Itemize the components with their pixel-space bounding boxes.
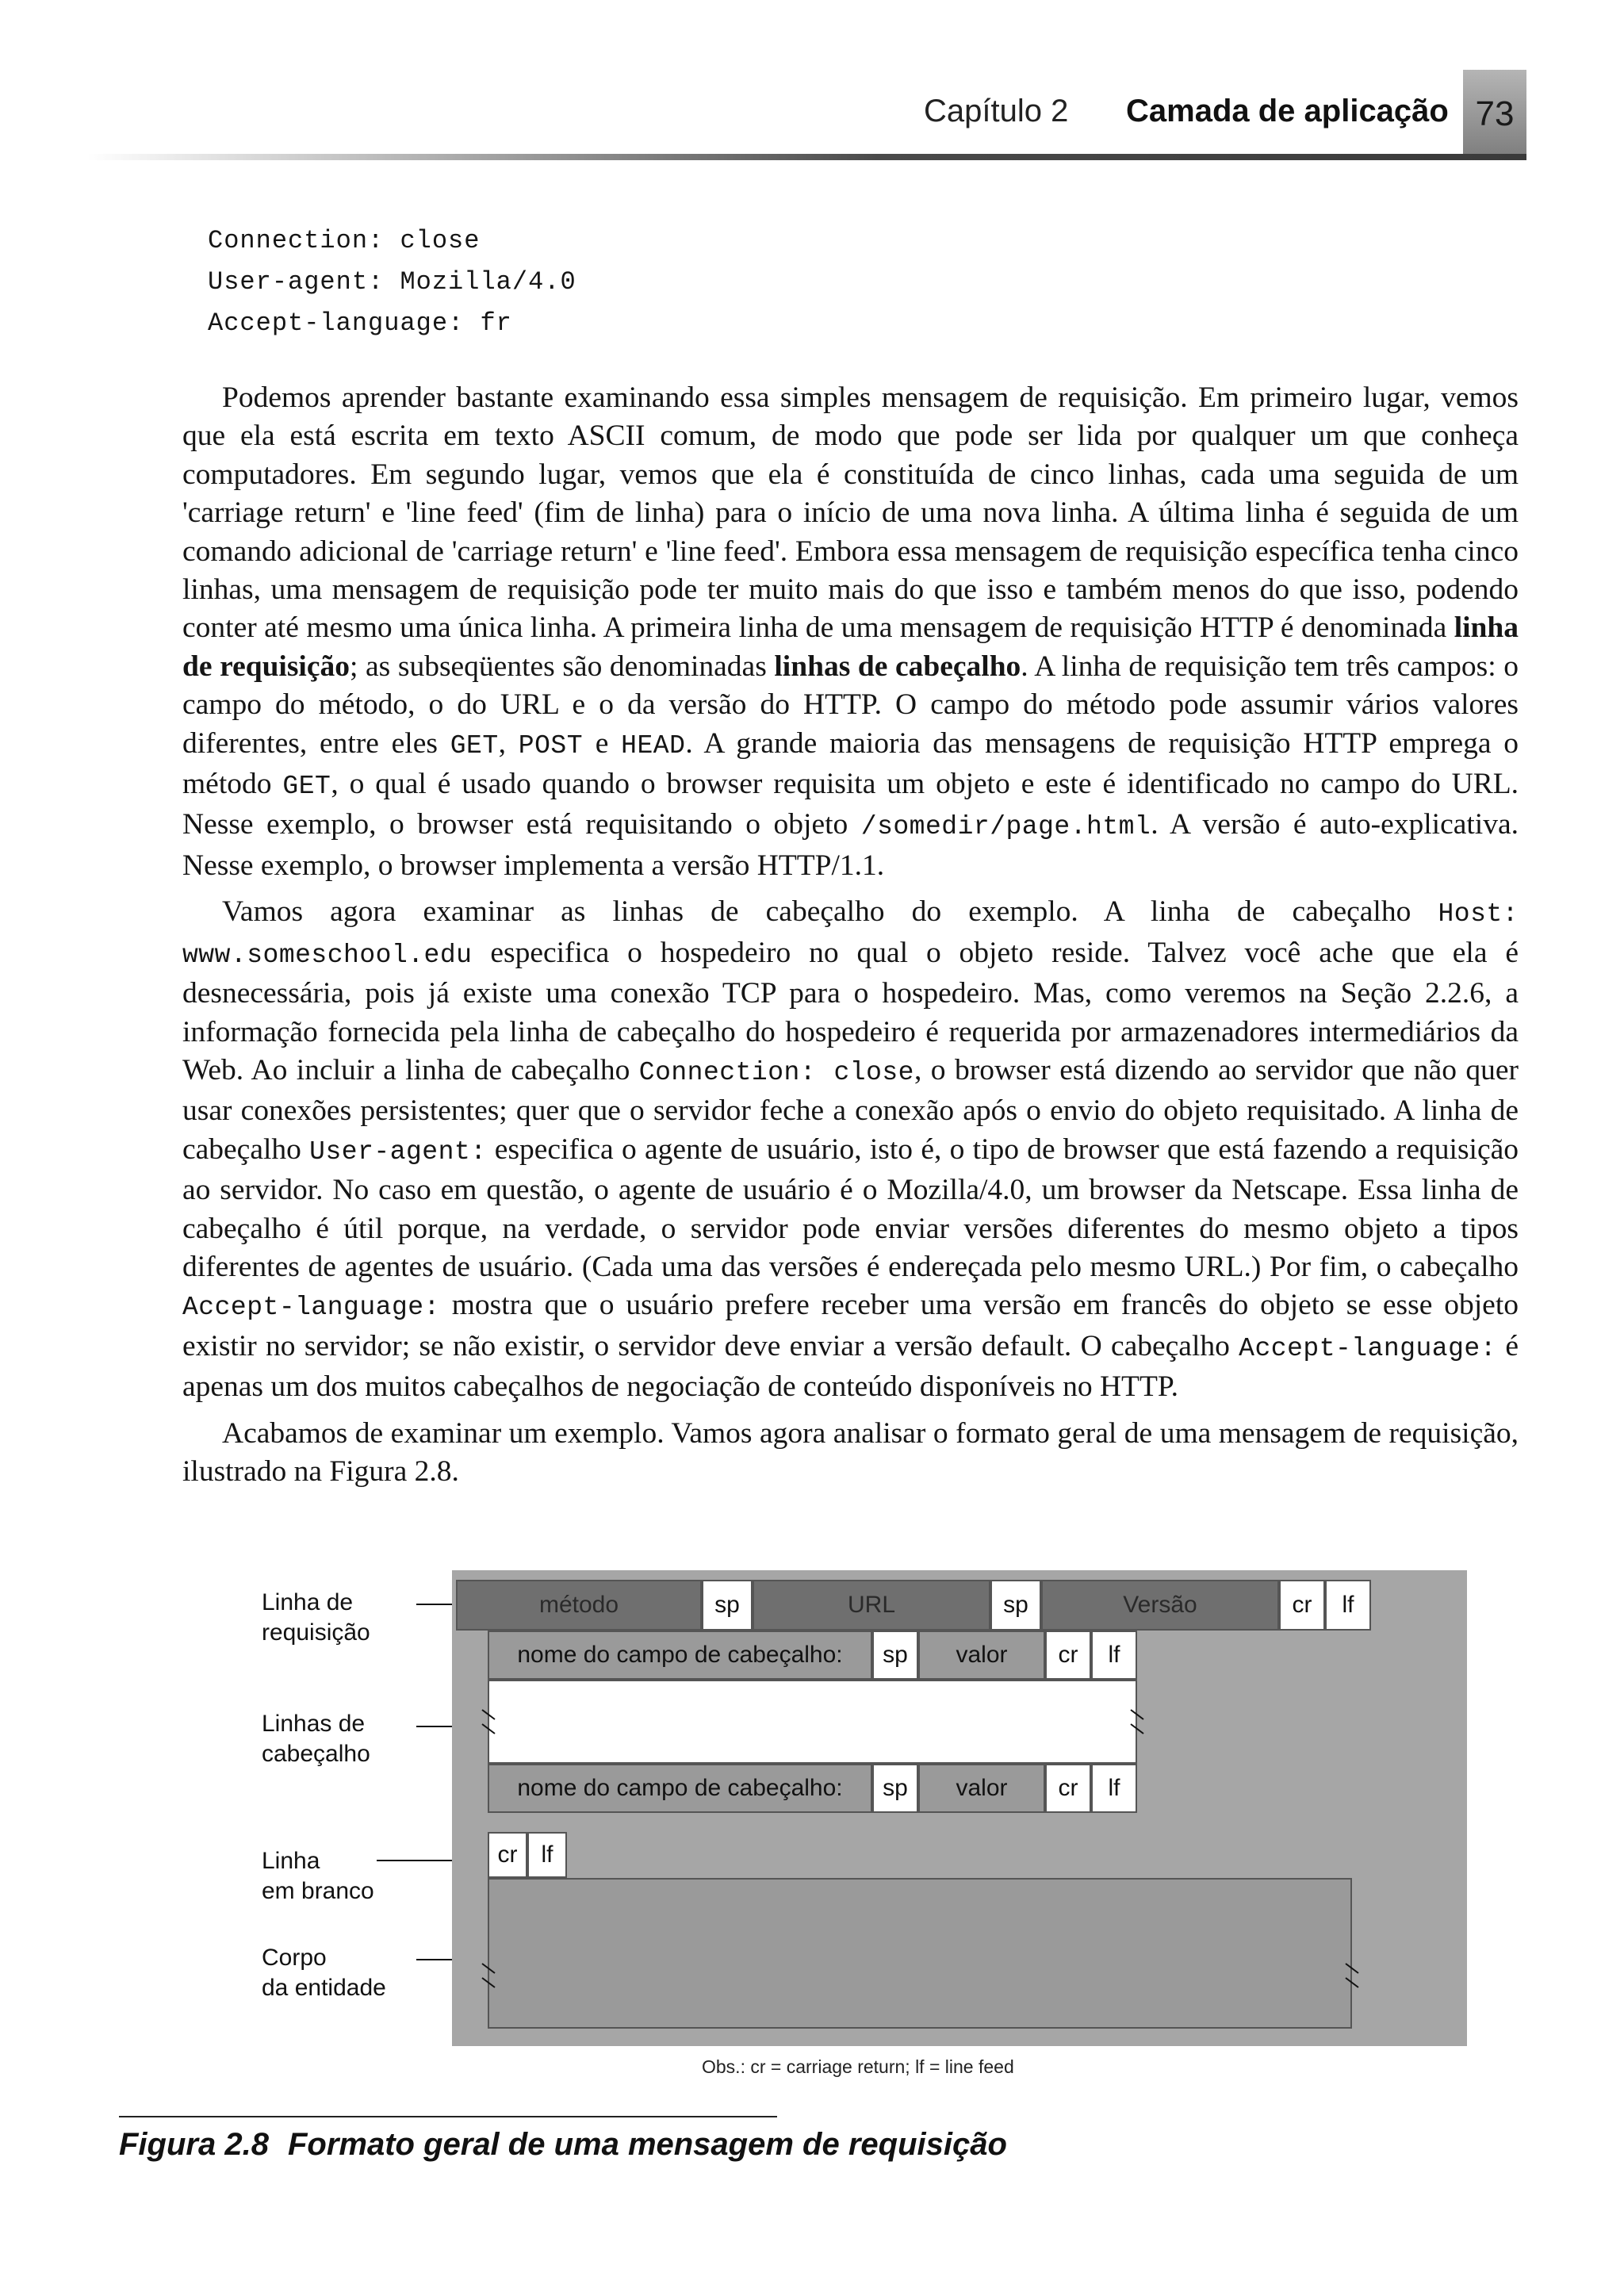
code-inline: GET [282,772,331,802]
cell-header-value: valor [918,1764,1045,1813]
cell-cr: cr [488,1832,527,1878]
code-inline: POST [518,730,583,761]
cell-url: URL [753,1580,990,1631]
paragraph-1 [182,379,1519,885]
code-line: Accept-language: fr [208,308,512,338]
code-line: User-agent: Mozilla/4.0 [208,267,576,297]
term-header-lines: linhas de cabeçalho [774,650,1021,683]
cell-sp: sp [702,1580,753,1631]
text-run: , o qual é usado quando o browser requisita um objeto e este é identificado no campo do URL. Nesse exemplo, o browser está requisitando o objeto [182,768,1519,841]
cell-header-field-name: nome do campo de cabeçalho: [488,1631,872,1680]
label-request-line: Linha de requisição [262,1589,370,1646]
code-listing [208,220,576,344]
text-run: mostra que o usuário prefere receber uma versão em francês do objeto se esse objeto existir no servidor; se não existir, o servidor deve enviar a versão default. O cabeçalho [182,1289,1519,1362]
text-run: é apenas um dos muitos cabeçalhos de negociação de conteúdo disponíveis no HTTP. [182,1329,1519,1404]
page-number-box [1463,70,1526,159]
text-run: ; as subseqüentes são denominadas [350,650,775,683]
text-run: . A versão é auto-explicativa. Nesse exemplo, o browser implementa a versão HTTP/1.1. [182,808,1519,882]
cell-sp: sp [872,1764,918,1813]
section-title: Camada de aplicação [1126,94,1449,128]
text-run: Vamos agora examinar as linhas de cabeçalho do exemplo. A linha de cabeçalho [222,895,1438,929]
code-inline: Connection: close [638,1057,914,1087]
cell-lf: lf [1091,1631,1137,1680]
label-entity-body: Corpo da entidade [262,1945,386,2001]
label-blank-line: Linha em branco [262,1848,374,1904]
code-inline: User-agent: [309,1136,487,1167]
header-rule [87,154,1526,160]
break-mark [479,1948,498,2003]
text-run: , o browser está dizendo ao servidor que não quer usar conexões persistentes; quer que o servidor feche a conexão após o envio do objeto requisitado. A linha de cabeçalho [182,1053,1519,1166]
cell-sp: sp [872,1631,918,1680]
code-inline: GET [450,730,499,761]
elided-header-lines [488,1680,1137,1764]
code-inline: HEAD [621,730,686,761]
text-run: , [498,726,519,760]
cell-cr: cr [1279,1580,1325,1631]
paragraph-3: Acabamos de examinar um exemplo. Vamos agora analisar o formato geral de uma mensagem de requisição, ilustrado na Figura 2.8. [182,1416,1519,1488]
running-head [87,94,1526,160]
cell-method: método [456,1580,702,1631]
code-inline: Host: www.someschool.edu [182,899,1519,970]
cell-sp: sp [990,1580,1041,1631]
code-inline: Accept-language: [1239,1333,1497,1363]
caption-rule [119,2116,777,2117]
break-mark [479,1694,498,1749]
cell-lf: lf [1091,1764,1137,1813]
text-run: especifica o hospedeiro no qual o objeto reside. Talvez você ache que ela é desnecessária, pois já existe uma conexão TCP para o hospedeiro. Mas, como veremos na Seção 2.2.6, a informação fornecida pela linha de cabeçalho do hospedeiro é requerida por armazenadores intermediários da Web. Ao incluir a linha de cabeçalho [182,936,1519,1086]
caption-title: Formato geral de uma mensagem de requisição [287,2127,1007,2162]
cell-header-value: valor [918,1631,1045,1680]
figure-note: Obs.: cr = carriage return; lf = line feed [702,2056,1014,2077]
cell-version: Versão [1041,1580,1279,1631]
caption-label: Figura 2.8 [119,2127,269,2162]
break-mark [1128,1694,1147,1749]
text-run: Podemos aprender bastante examinando essa simples mensagem de requisição. Em primeiro lugar, vemos que ela está escrita em texto ASCII comum, de modo que pode ser lida por qualquer um que conheça computadores. Em segundo lugar, vemos que ela é constituída de cinco linhas, cada uma seguida de um 'carriage return' e 'line feed' (fim de linha) para o início de uma nova linha. A última linha é seguida de um comando adicional de 'carriage return' e 'line feed'. Embora essa mensagem de requisição específica tenha cinco linhas, uma mensagem de requisição pode ter muito mais do que isso e também menos do que isso, podendo conter até mesmo uma única linha. A primeira linha de uma mensagem de requisição HTTP é denominada [182,381,1519,645]
paragraph-2 [182,893,1519,1406]
cell-header-field-name: nome do campo de cabeçalho: [488,1764,872,1813]
label-header-lines: Linhas de cabeçalho [262,1711,370,1767]
code-inline: Accept-language: [182,1293,440,1323]
code-line: Connection: close [208,226,481,255]
body-text [182,379,1519,1499]
cell-cr: cr [1045,1764,1091,1813]
cell-lf: lf [527,1832,567,1878]
code-inline: /somedir/page.html [860,812,1151,842]
entity-body-box [488,1878,1352,2029]
cell-cr: cr [1045,1631,1091,1680]
term-request-line: linha de requisição [182,611,1519,683]
text-run: especifica o agente de usuário, isto é, o tipo de browser que está fazendo a requisição ao servidor. No caso em questão, o agente de usuário é o Mozilla/4.0, um browser da Netscape. Essa linha de cabeçalho é útil porque, na verdade, o servidor pode enviar versões diferentes do mesmo objeto a tipos diferentes de agentes de usuário. (Cada uma das versões é endereçada pelo mesmo URL.) Por fim, o cabeçalho [182,1132,1519,1283]
text-run: . A linha de requisição tem três campos: o campo do método, o do URL e o da versão do HTTP. O campo do método pode assumir vários valores diferentes, entre eles [182,650,1519,760]
cell-lf: lf [1325,1580,1371,1631]
text-run: e [583,726,622,760]
text-run: . A grande maioria das mensagens de requisição HTTP emprega o método [182,726,1519,801]
figure-request-format [262,1570,1467,2094]
break-mark [1342,1948,1362,2003]
chapter-label: Capítulo 2 [924,94,1069,128]
page-number: 73 [1475,94,1515,133]
